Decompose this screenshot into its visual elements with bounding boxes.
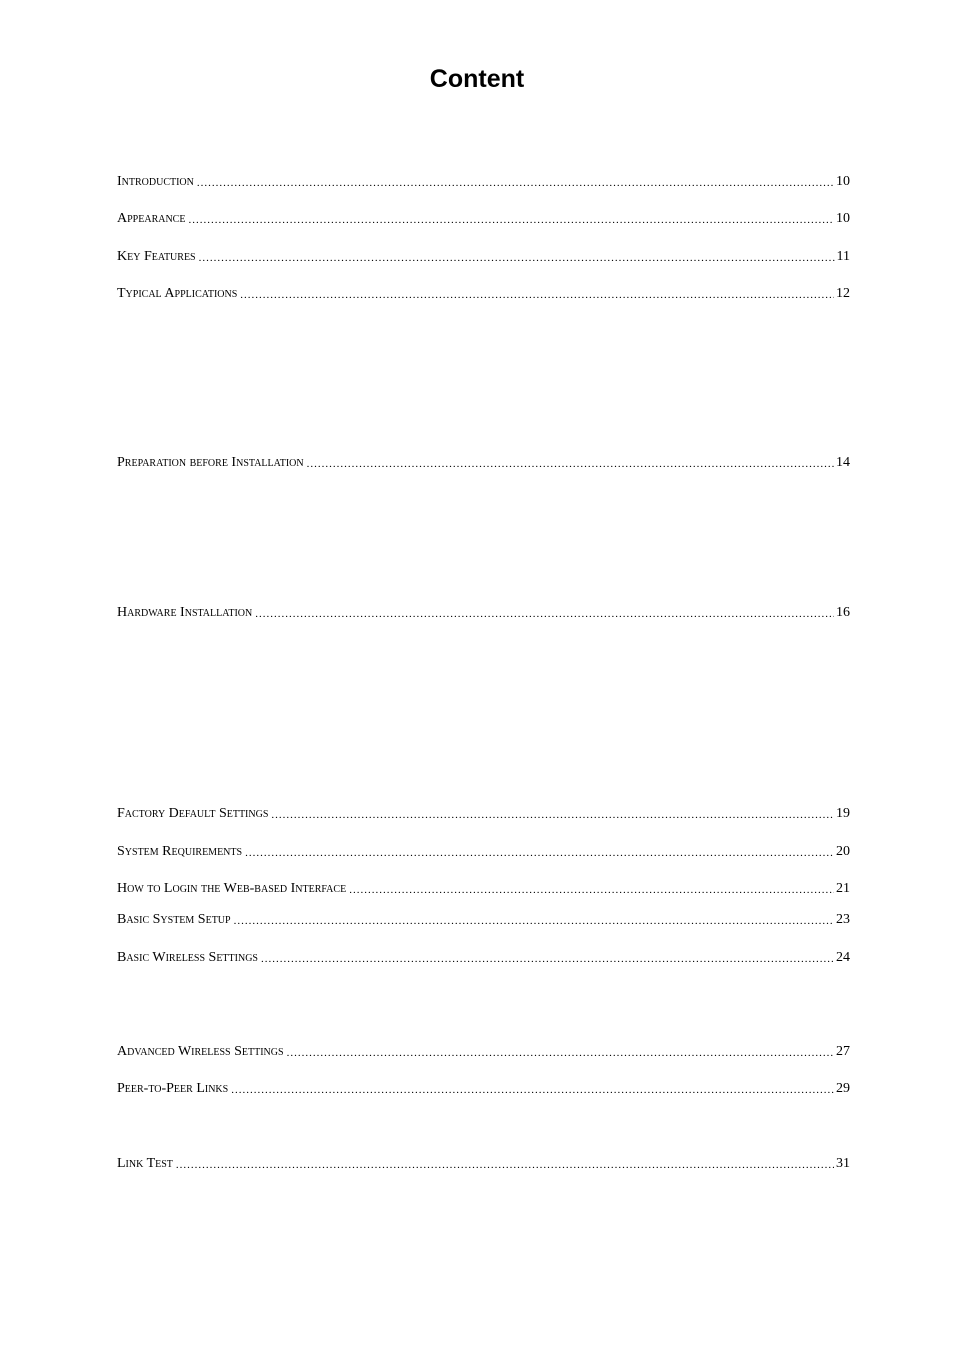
- toc-entry-link-test[interactable]: [117, 1153, 850, 1173]
- toc-entry-introduction[interactable]: [117, 171, 850, 191]
- toc-dot-leader: [188, 212, 834, 228]
- toc-entry-label: Basic System Setup: [117, 912, 231, 927]
- toc-page-number: 12: [836, 286, 850, 301]
- toc-dot-leader: [234, 913, 834, 929]
- toc-entry-label: Basic Wireless Settings: [117, 950, 258, 965]
- toc-entry-label: Factory Default Settings: [117, 806, 269, 821]
- toc-entry-label: Peer-to-Peer Links: [117, 1081, 229, 1096]
- toc-page-number: 11: [836, 249, 850, 264]
- toc-entry-appearance[interactable]: [117, 208, 850, 228]
- toc-page-number: 14: [836, 455, 850, 470]
- toc-entry-how-to-login[interactable]: [117, 878, 850, 898]
- toc-dot-leader: [261, 951, 834, 967]
- toc-dot-leader: [176, 1157, 834, 1173]
- toc-page-number: 24: [836, 950, 850, 965]
- toc-entry-label: Appearance: [117, 211, 186, 226]
- toc-entry-label: System Requirements: [117, 844, 243, 859]
- toc-dot-leader: [287, 1045, 834, 1061]
- toc-dot-leader: [199, 250, 835, 266]
- toc-dot-leader: [231, 1082, 834, 1098]
- toc-entry-advanced-wireless-settings[interactable]: [117, 1041, 850, 1061]
- toc-entry-label: Advanced Wireless Settings: [117, 1044, 284, 1059]
- toc-page-number: 10: [836, 211, 850, 226]
- toc-entry-system-requirements[interactable]: [117, 841, 850, 861]
- toc-page-number: 20: [836, 844, 850, 859]
- toc-page-number: 31: [836, 1156, 850, 1171]
- toc-page-number: 10: [836, 174, 850, 189]
- page-title: Content: [429, 65, 525, 93]
- toc-page-number: 29: [836, 1081, 850, 1096]
- toc-entry-label: Preparation before Installation: [117, 455, 304, 470]
- toc-entry-typical-applications[interactable]: [117, 283, 850, 303]
- toc-entry-label: How to Login the Web-based Interface: [117, 881, 347, 896]
- toc-entry-peer-to-peer-links[interactable]: [117, 1078, 850, 1098]
- toc-page-number: 21: [836, 881, 850, 896]
- toc-page-number: 27: [836, 1044, 850, 1059]
- toc-entry-basic-wireless-settings[interactable]: [117, 947, 850, 967]
- toc-dot-leader: [245, 845, 834, 861]
- toc-dot-leader: [197, 175, 834, 191]
- toc-page-number: 16: [836, 605, 850, 620]
- toc-dot-leader: [255, 606, 834, 622]
- toc-entry-label: Link Test: [117, 1156, 173, 1171]
- toc-page-number: 23: [836, 912, 850, 927]
- toc-dot-leader: [271, 807, 834, 823]
- toc-page-number: 19: [836, 806, 850, 821]
- toc-entry-key-features[interactable]: [117, 246, 850, 266]
- toc-entry-label: Key Features: [117, 249, 196, 264]
- toc-entry-basic-system-setup[interactable]: [117, 909, 850, 929]
- toc-entry-factory-default-settings[interactable]: [117, 803, 850, 823]
- toc-entry-preparation-before-installation[interactable]: [117, 452, 850, 472]
- toc-entry-label: Introduction: [117, 174, 194, 189]
- toc-dot-leader: [240, 287, 834, 303]
- toc-entry-label: Hardware Installation: [117, 605, 253, 620]
- toc-dot-leader: [307, 456, 834, 472]
- toc-entry-hardware-installation[interactable]: [117, 602, 850, 622]
- toc-entry-label: Typical Applications: [117, 286, 238, 301]
- toc-dot-leader: [349, 882, 834, 898]
